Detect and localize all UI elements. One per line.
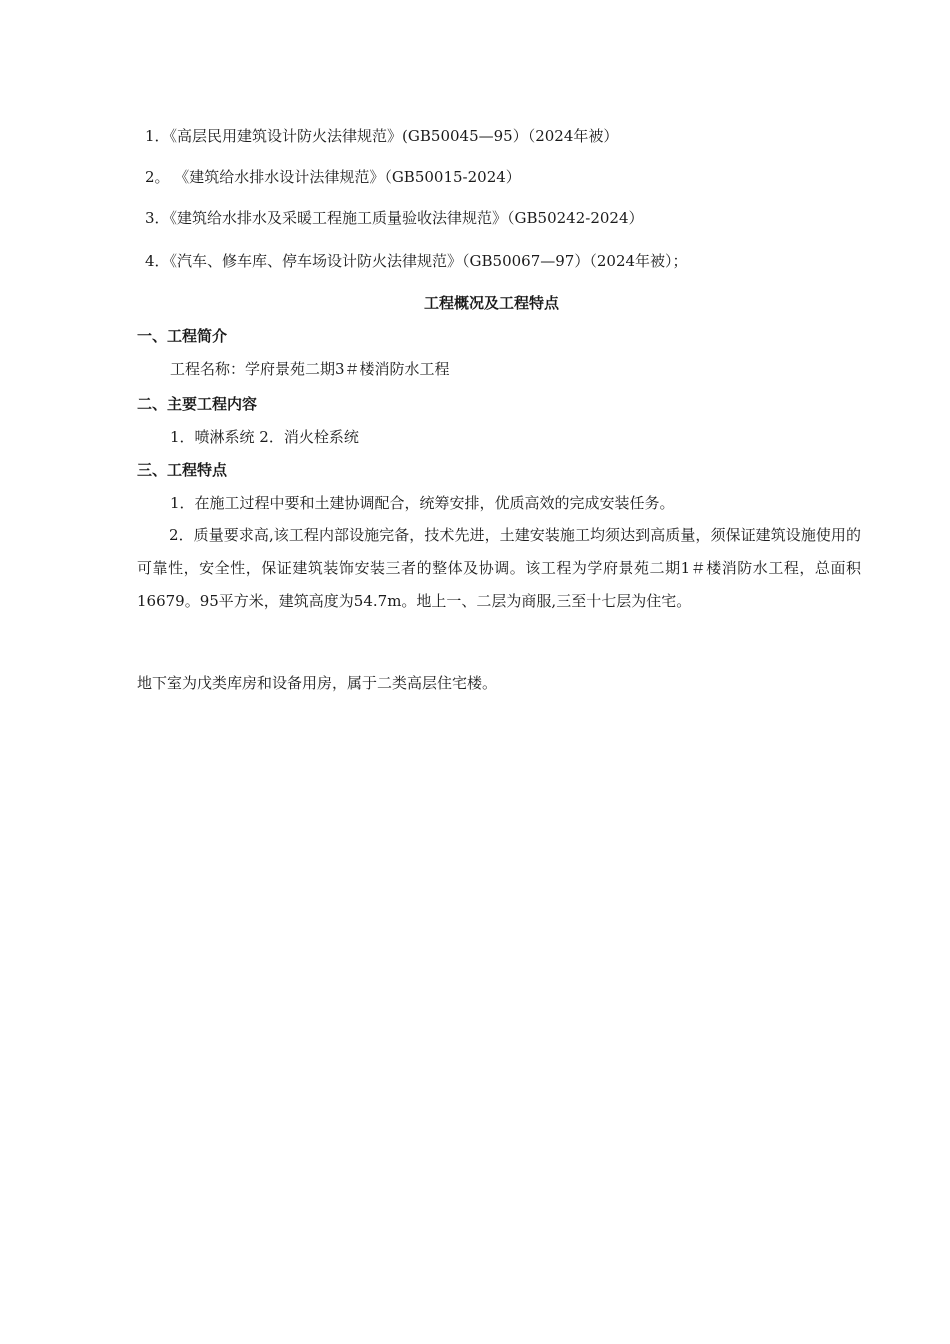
reference-item-4: 4．《汽车、修车库、停车场设计防火法律规范》（GB50067—97）（2024年被）； xyxy=(145,252,688,270)
section-title: 工程概况及工程特点 xyxy=(424,294,560,312)
section3-heading: 三、工程特点 xyxy=(137,461,228,479)
section2-heading: 二、主要工程内容 xyxy=(137,395,258,413)
reference-item-1: 1．《高层民用建筑设计防火法律规范》(GB50045—95）（2024年被） xyxy=(145,127,619,145)
section3-item2: 2．质量要求高,该工程内部设施完备，技术先进，土建安装施工均须达到高质量，须保证建筑设施使用的可靠性，安全性，保证建筑装饰安装三者的整体及协调。该工程为学府景苑二期1＃楼消防水工程，总面积16679。95平方米，建筑高度为54.7m。地上一、二层为商服,三至十七层为住宅。 xyxy=(137,526,861,610)
section1-heading: 一、工程简介 xyxy=(137,327,228,345)
section3-item3: 地下室为戊类库房和设备用房，属于二类高层住宅楼。 xyxy=(137,674,498,692)
section1-body: 工程名称：学府景苑二期3＃楼消防水工程 xyxy=(170,360,450,378)
section2-body: 1．喷淋系统 2．消火栓系统 xyxy=(170,428,359,446)
reference-item-2: 2。 《建筑给水排水设计法律规范》（GB50015-2024） xyxy=(145,168,521,186)
reference-item-3: 3．《建筑给水排水及采暖工程施工质量验收法律规范》（GB50242-2024） xyxy=(145,209,644,227)
section3-item1: 1．在施工过程中要和土建协调配合，统筹安排，优质高效的完成安装任务。 xyxy=(170,494,675,512)
